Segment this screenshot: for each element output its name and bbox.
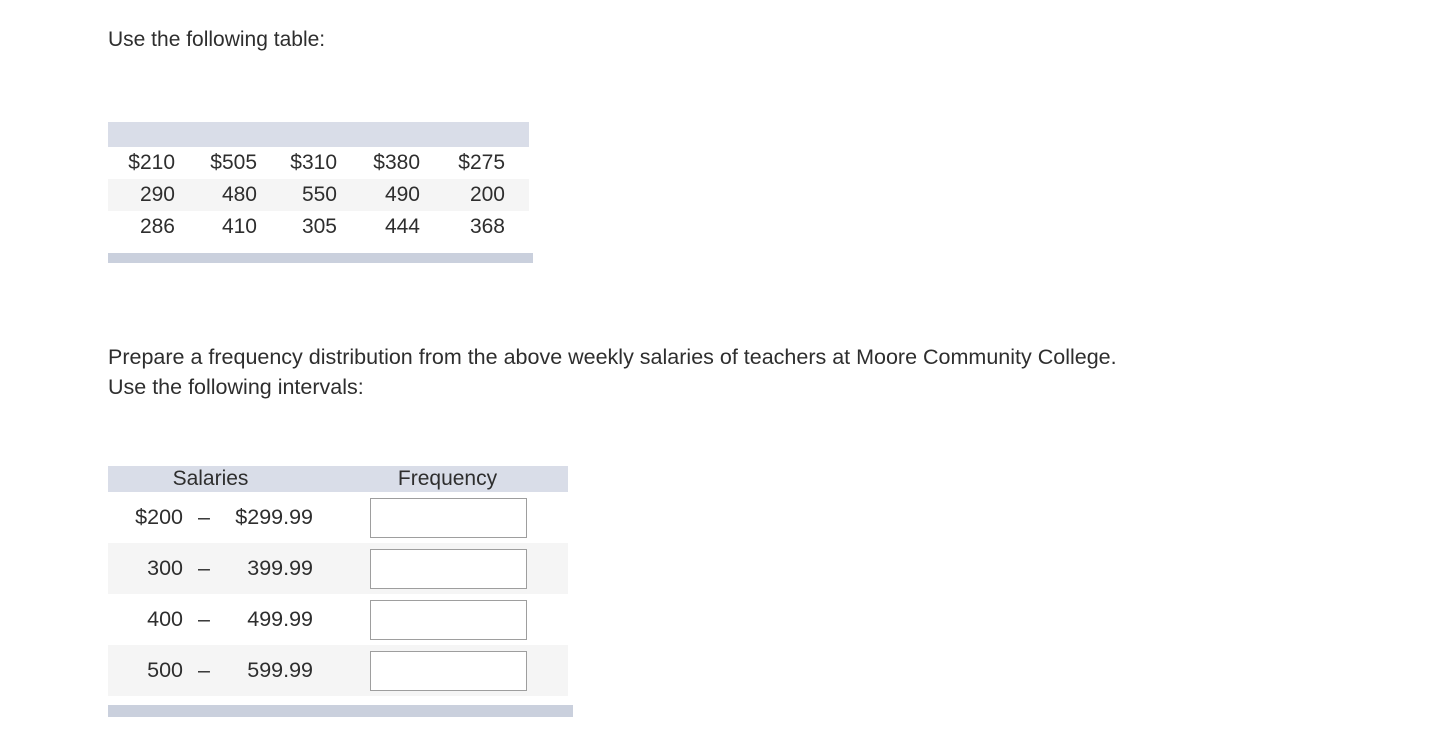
interval-dash: – [198,556,210,580]
interval-dash: – [198,607,210,631]
frequency-input-cell [313,600,568,640]
interval-high-label: 399.99 [247,556,313,580]
salary-cell: $275 [458,151,505,174]
frequency-input-row-1[interactable] [370,498,527,538]
column-header-salaries: Salaries [172,467,249,490]
salary-table-bottom-bar [108,253,533,263]
salary-cell: $505 [210,151,257,174]
frequency-input-row-2[interactable] [370,549,527,589]
frequency-input-row-4[interactable] [370,651,527,691]
salary-cell: 480 [221,183,257,206]
frequency-input-cell [313,498,568,538]
salary-cell: 290 [139,183,175,206]
interval-high-label: $299.99 [235,505,313,529]
salary-cell: 410 [221,215,257,238]
salary-cell: 368 [469,215,505,238]
instruction-line: Use the following intervals: [108,375,364,399]
salary-cell: 286 [139,215,175,238]
salary-data-table [108,122,529,263]
salary-cell: $380 [373,151,420,174]
frequency-input-row-3[interactable] [370,600,527,640]
frequency-table [108,466,568,717]
salary-table-row [108,211,529,243]
salary-cell: 490 [384,183,420,206]
salary-cell: 305 [301,215,337,238]
frequency-table-row [108,594,568,645]
frequency-input-cell [313,651,568,691]
salary-cell: 200 [469,183,505,206]
salary-table-header-bar [108,122,529,147]
salary-table-row [108,179,529,211]
interval-high-label: 499.99 [247,607,313,631]
interval-dash: – [198,658,210,682]
salary-table-row [108,147,529,179]
frequency-input-cell [313,549,568,589]
frequency-table-bottom-bar [108,705,573,717]
interval-low-label: $200 [135,505,183,529]
interval-low-label: 300 [147,556,183,580]
interval-low-label: 400 [147,607,183,631]
instruction-line: Prepare a frequency distribution from the above weekly salaries of teachers at Moore Community College. [108,345,1117,369]
salary-cell: $210 [128,151,175,174]
frequency-table-row [108,543,568,594]
frequency-table-header-row [108,466,568,492]
frequency-table-row [108,492,568,543]
instruction-text [108,342,1440,402]
interval-low-label: 500 [147,658,183,682]
salary-cell: $310 [290,151,337,174]
column-header-frequency: Frequency [397,467,498,490]
interval-dash: – [198,505,210,529]
salary-cell: 444 [384,215,420,238]
salary-cell: 550 [301,183,337,206]
question-intro-text: Use the following table: [108,28,326,51]
frequency-table-row [108,645,568,696]
interval-high-label: 599.99 [247,658,313,682]
